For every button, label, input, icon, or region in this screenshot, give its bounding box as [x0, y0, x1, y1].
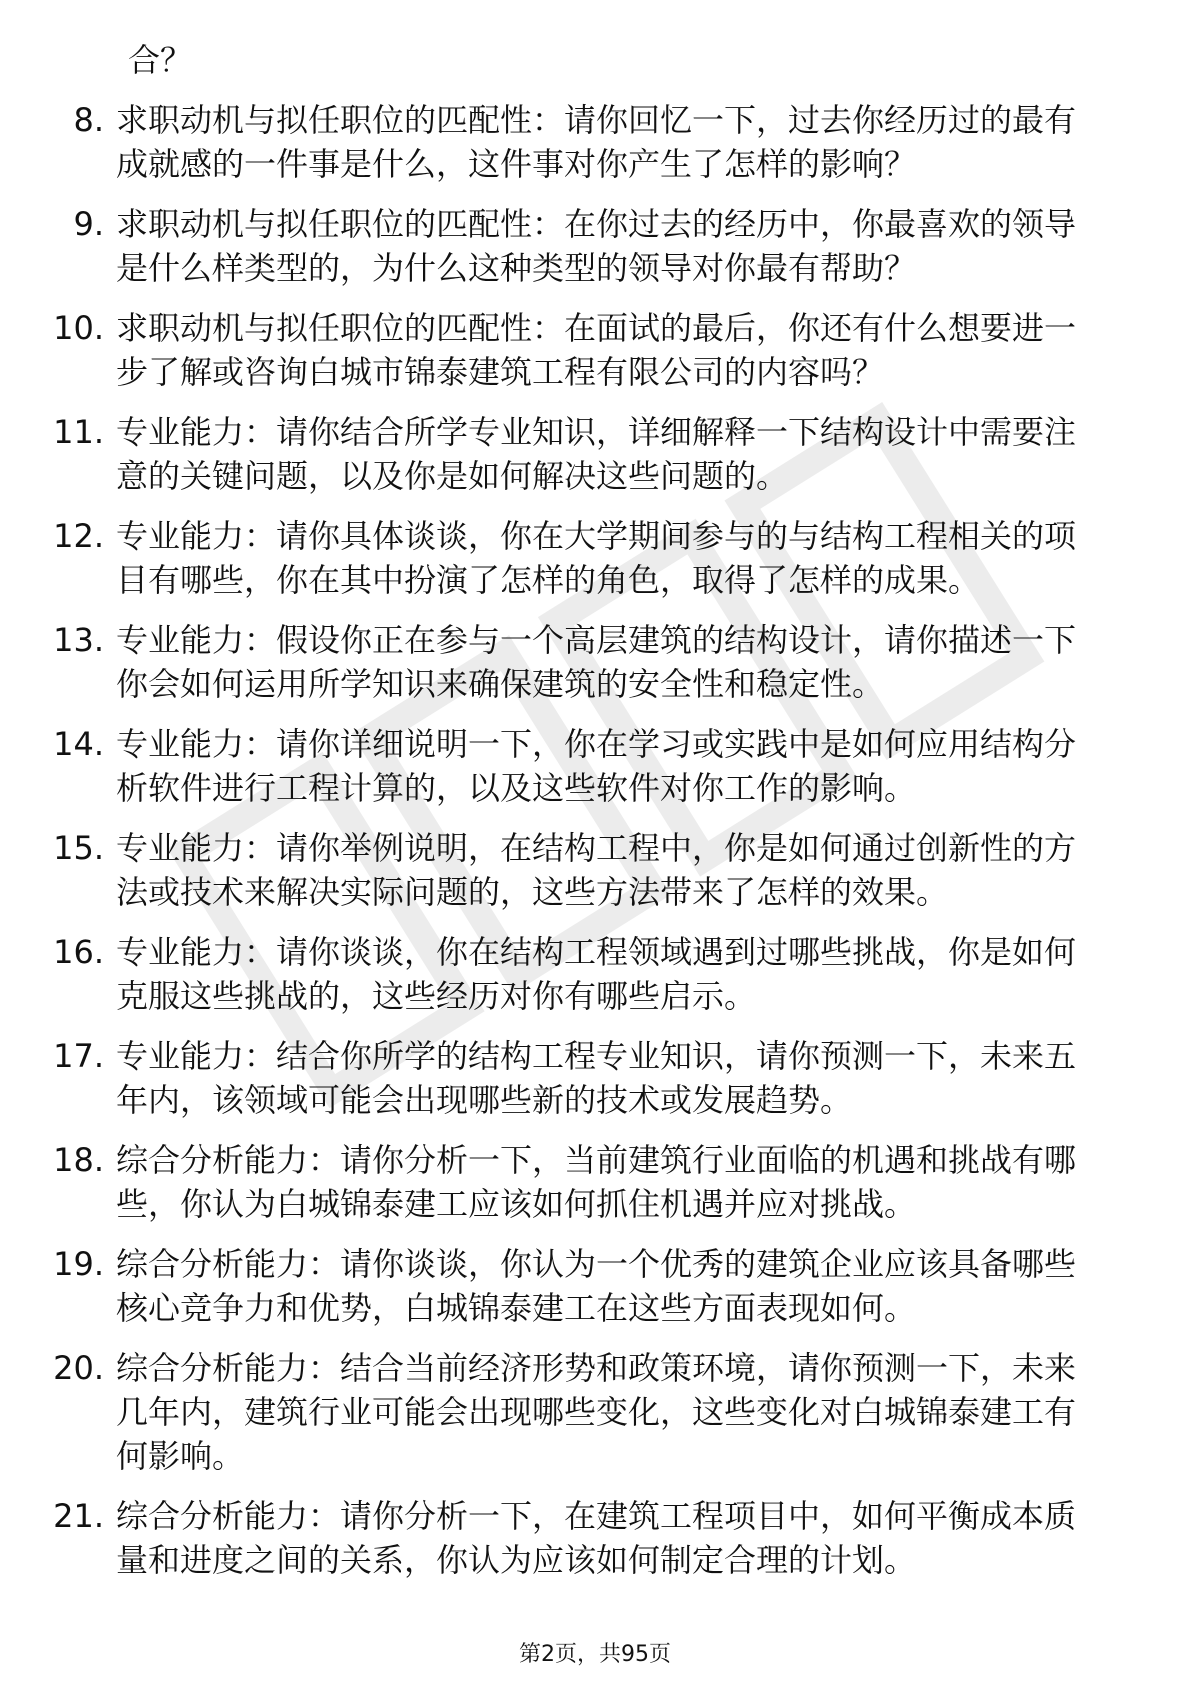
question-number: 8.: [73, 101, 104, 139]
question-number: 11.: [53, 413, 104, 451]
question-number: 17.: [53, 1037, 104, 1075]
question-number: 20.: [53, 1349, 104, 1387]
question-list: [0, 98, 1190, 1582]
question-item: [0, 514, 1190, 602]
question-text: 综合分析能力：请你谈谈，你认为一个优秀的建筑企业应该具备哪些核心竞争力和优势，白城锦泰建工在这些方面表现如何。: [116, 1245, 1077, 1327]
question-item: [0, 826, 1190, 914]
question-text: 综合分析能力：结合当前经济形势和政策环境，请你预测一下，未来几年内，建筑行业可能会出现哪些变化，这些变化对白城锦泰建工有何影响。: [116, 1349, 1077, 1475]
question-text: 专业能力：假设你正在参与一个高层建筑的结构设计，请你描述一下你会如何运用所学知识来确保建筑的安全性和稳定性。: [116, 621, 1077, 703]
question-item: [0, 1034, 1190, 1122]
question-number: 16.: [53, 933, 104, 971]
question-item: [0, 1346, 1190, 1478]
question-text: 求职动机与拟任职位的匹配性：请你回忆一下，过去你经历过的最有成就感的一件事是什么，这件事对你产生了怎样的影响？: [116, 101, 1077, 183]
document-body: [0, 38, 1190, 1598]
question-number: 18.: [53, 1141, 104, 1179]
continuation-text: 合？: [128, 41, 193, 79]
question-number: 9.: [73, 205, 104, 243]
question-item: [0, 1138, 1190, 1226]
question-number: 21.: [53, 1497, 104, 1535]
question-item: [0, 722, 1190, 810]
question-item: [0, 618, 1190, 706]
question-item: [0, 202, 1190, 290]
question-item: [0, 306, 1190, 394]
page-footer: 第2页，共95页: [519, 1642, 671, 1667]
question-text: 求职动机与拟任职位的匹配性：在你过去的经历中，你最喜欢的领导是什么样类型的，为什么这种类型的领导对你最有帮助？: [116, 205, 1077, 287]
question-number: 13.: [53, 621, 104, 659]
question-number: 12.: [53, 517, 104, 555]
question-item: [0, 1242, 1190, 1330]
question-number: 19.: [53, 1245, 104, 1283]
question-number: 10.: [53, 309, 104, 347]
question-text: 专业能力：结合你所学的结构工程专业知识，请你预测一下，未来五年内，该领域可能会出现哪些新的技术或发展趋势。: [116, 1037, 1077, 1119]
question-text: 专业能力：请你结合所学专业知识，详细解释一下结构设计中需要注意的关键问题，以及你是如何解决这些问题的。: [116, 413, 1077, 495]
question-text: 综合分析能力：请你分析一下，当前建筑行业面临的机遇和挑战有哪些，你认为白城锦泰建工应该如何抓住机遇并应对挑战。: [116, 1141, 1077, 1223]
question-item: [0, 1494, 1190, 1582]
question-text: 专业能力：请你谈谈，你在结构工程领域遇到过哪些挑战，你是如何克服这些挑战的，这些经历对你有哪些启示。: [116, 933, 1077, 1015]
question-number: 15.: [53, 829, 104, 867]
question-item: [0, 98, 1190, 186]
question-text: 专业能力：请你具体谈谈，你在大学期间参与的与结构工程相关的项目有哪些，你在其中扮演了怎样的角色，取得了怎样的成果。: [116, 517, 1077, 599]
question-text: 求职动机与拟任职位的匹配性：在面试的最后，你还有什么想要进一步了解或咨询白城市锦泰建筑工程有限公司的内容吗？: [116, 309, 1077, 391]
question-text: 综合分析能力：请你分析一下，在建筑工程项目中，如何平衡成本质量和进度之间的关系，你认为应该如何制定合理的计划。: [116, 1497, 1077, 1579]
question-text: 专业能力：请你举例说明，在结构工程中，你是如何通过创新性的方法或技术来解决实际问题的，这些方法带来了怎样的效果。: [116, 829, 1077, 911]
question-item: [0, 930, 1190, 1018]
question-number: 14.: [53, 725, 104, 763]
question-text: 专业能力：请你详细说明一下，你在学习或实践中是如何应用结构分析软件进行工程计算的，以及这些软件对你工作的影响。: [116, 725, 1077, 807]
question-item: [0, 410, 1190, 498]
